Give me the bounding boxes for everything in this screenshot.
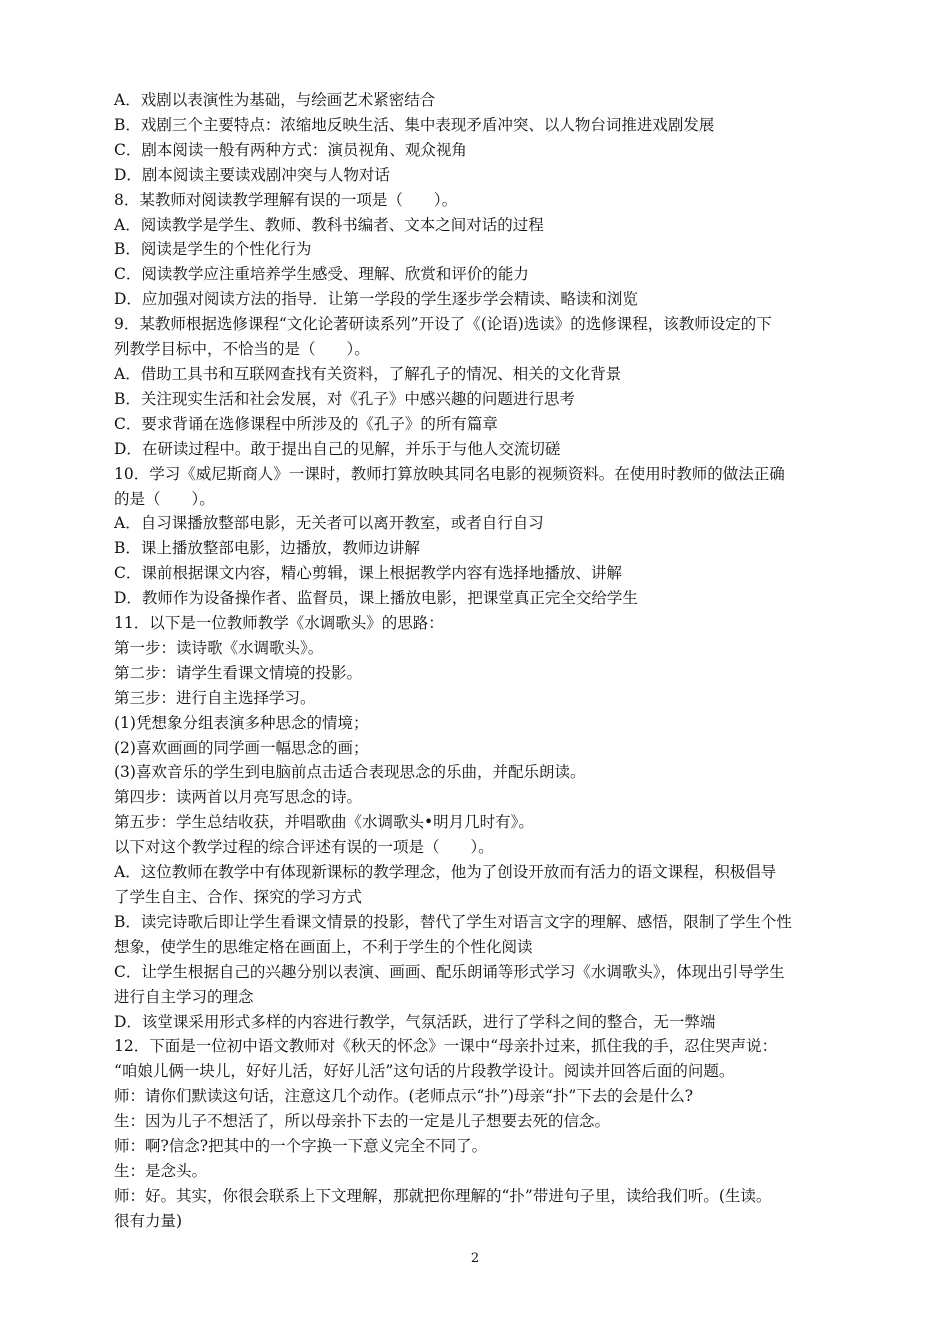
text-line: 生：因为儿子不想活了，所以母亲扑下去的一定是儿子想要去死的信念。 xyxy=(114,1112,611,1131)
text-line: B．阅读是学生的个性化行为 xyxy=(114,240,312,259)
text-line: D．该堂课采用形式多样的内容进行教学，气氛活跃，进行了学科之间的整合，无一弊端 xyxy=(114,1012,716,1031)
text-line: C．课前根据课文内容，精心剪辑，课上根据教学内容有选择地播放、讲解 xyxy=(114,564,622,583)
page-number: 2 xyxy=(470,1251,480,1266)
text-line: 第二步：请学生看课文情境的投影。 xyxy=(114,663,363,682)
text-line: 第五步：学生总结收获，并唱歌曲《水调歌头•明月几时有》。 xyxy=(114,813,534,832)
text-line: B．读完诗歌后即让学生看课文情景的投影，替代了学生对语言文字的理解、感悟，限制了学生个性 xyxy=(114,912,792,931)
text-line: 进行自主学习的理念 xyxy=(114,987,254,1006)
text-line: (1)凭想象分组表演多种思念的情境； xyxy=(114,713,369,732)
text-line: 9．某教师根据选修课程“文化论著研读系列”开设了《(论语)选读》的选修课程，该教师设定的下 xyxy=(114,315,772,334)
text-line: 第一步：读诗歌《水调歌头》。 xyxy=(114,638,324,657)
text-line: C．剧本阅读一般有两种方式：演员视角、观众视角 xyxy=(114,140,467,159)
text-line: 10．学习《威尼斯商人》一课时，教师打算放映其同名电影的视频资料。在使用时教师的做法正确 xyxy=(114,464,785,483)
text-line: 11．以下是一位教师教学《水调歌头》的思路： xyxy=(114,614,444,633)
text-line: 第三步：进行自主选择学习。 xyxy=(114,688,316,707)
text-line: 师：好。其实，你很会联系上下文理解，那就把你理解的“扑”带进句子里，读给我们听。(生读。 xyxy=(114,1186,772,1205)
text-line: 很有力量) xyxy=(114,1211,183,1230)
text-line: B．课上播放整部电影，边播放，教师边讲解 xyxy=(114,539,420,558)
text-line: 生：是念头。 xyxy=(114,1161,208,1180)
text-line: D．教师作为设备操作者、监督员，课上播放电影，把课堂真正完全交给学生 xyxy=(114,589,638,608)
text-line: (3)喜欢音乐的学生到电脑前点击适合表现思念的乐曲，并配乐朗读。 xyxy=(114,763,586,782)
text-line: B．戏剧三个主要特点：浓缩地反映生活、集中表现矛盾冲突、以人物台词推进戏剧发展 xyxy=(114,115,715,134)
text-line: C．要求背诵在选修课程中所涉及的《孔子》的所有篇章 xyxy=(114,414,498,433)
text-line: 12．下面是一位初中语文教师对《秋天的怀念》一课中“母亲扑过来，抓住我的手，忍住哭声说： xyxy=(114,1037,778,1056)
text-line: A．阅读教学是学生、教师、教科书编者、文本之间对话的过程 xyxy=(114,215,544,234)
text-line: A．这位教师在教学中有体现新课标的教学理念，他为了创设开放而有活力的语文课程，积极倡导 xyxy=(114,863,777,882)
text-line: 师：请你们默读这句话，注意这几个动作。(老师点示“扑”)母亲“扑”下去的会是什么? xyxy=(114,1087,694,1106)
text-line: A．戏剧以表演性为基础，与绘画艺术紧密结合 xyxy=(114,91,436,109)
document-body xyxy=(114,88,838,1234)
text-line: 师：啊?信念?把其中的一个字换一下意义完全不同了。 xyxy=(114,1137,488,1156)
text-line: A．借助工具书和互联网查找有关资料，了解孔子的情况、相关的文化背景 xyxy=(114,364,622,383)
text-line: 列教学目标中，不恰当的是（ ）。 xyxy=(114,340,370,359)
text-line: C．让学生根据自己的兴趣分别以表演、画画、配乐朗诵等形式学习《水调歌头》，体现出引导学生 xyxy=(114,962,785,981)
text-line: 了学生自主、合作、探究的学习方式 xyxy=(114,888,363,906)
text-line: 想象，使学生的思维定格在画面上，不利于学生的个性化阅读 xyxy=(114,937,533,956)
text-line: (2)喜欢画画的同学画一幅思念的画； xyxy=(114,738,369,757)
text-line: 以下对这个教学过程的综合评述有误的一项是（ ）。 xyxy=(114,838,494,857)
text-line: “咱娘儿俩一块儿，好好儿活，好好儿活”这句话的片段教学设计。阅读并回答后面的问题。 xyxy=(114,1062,735,1081)
text-line: C．阅读教学应注重培养学生感受、理解、欣赏和评价的能力 xyxy=(114,265,529,284)
text-line: 的是（ ）。 xyxy=(114,489,215,508)
text-line: D．应加强对阅读方法的指导．让第一学段的学生逐步学会精读、略读和浏览 xyxy=(114,290,638,309)
text-line: B．关注现实生活和社会发展，对《孔子》中感兴趣的问题进行思考 xyxy=(114,389,575,408)
text-line: D．剧本阅读主要读戏剧冲突与人物对话 xyxy=(114,165,390,184)
text-line: 第四步：读两首以月亮写思念的诗。 xyxy=(114,788,363,807)
text-line: A．自习课播放整部电影，无关者可以离开教室，或者自行自习 xyxy=(114,514,544,533)
text-line: 8．某教师对阅读教学理解有误的一项是（ ）。 xyxy=(114,190,458,209)
text-line: D．在研读过程中。敢于提出自己的见解，并乐于与他人交流切磋 xyxy=(114,439,561,458)
